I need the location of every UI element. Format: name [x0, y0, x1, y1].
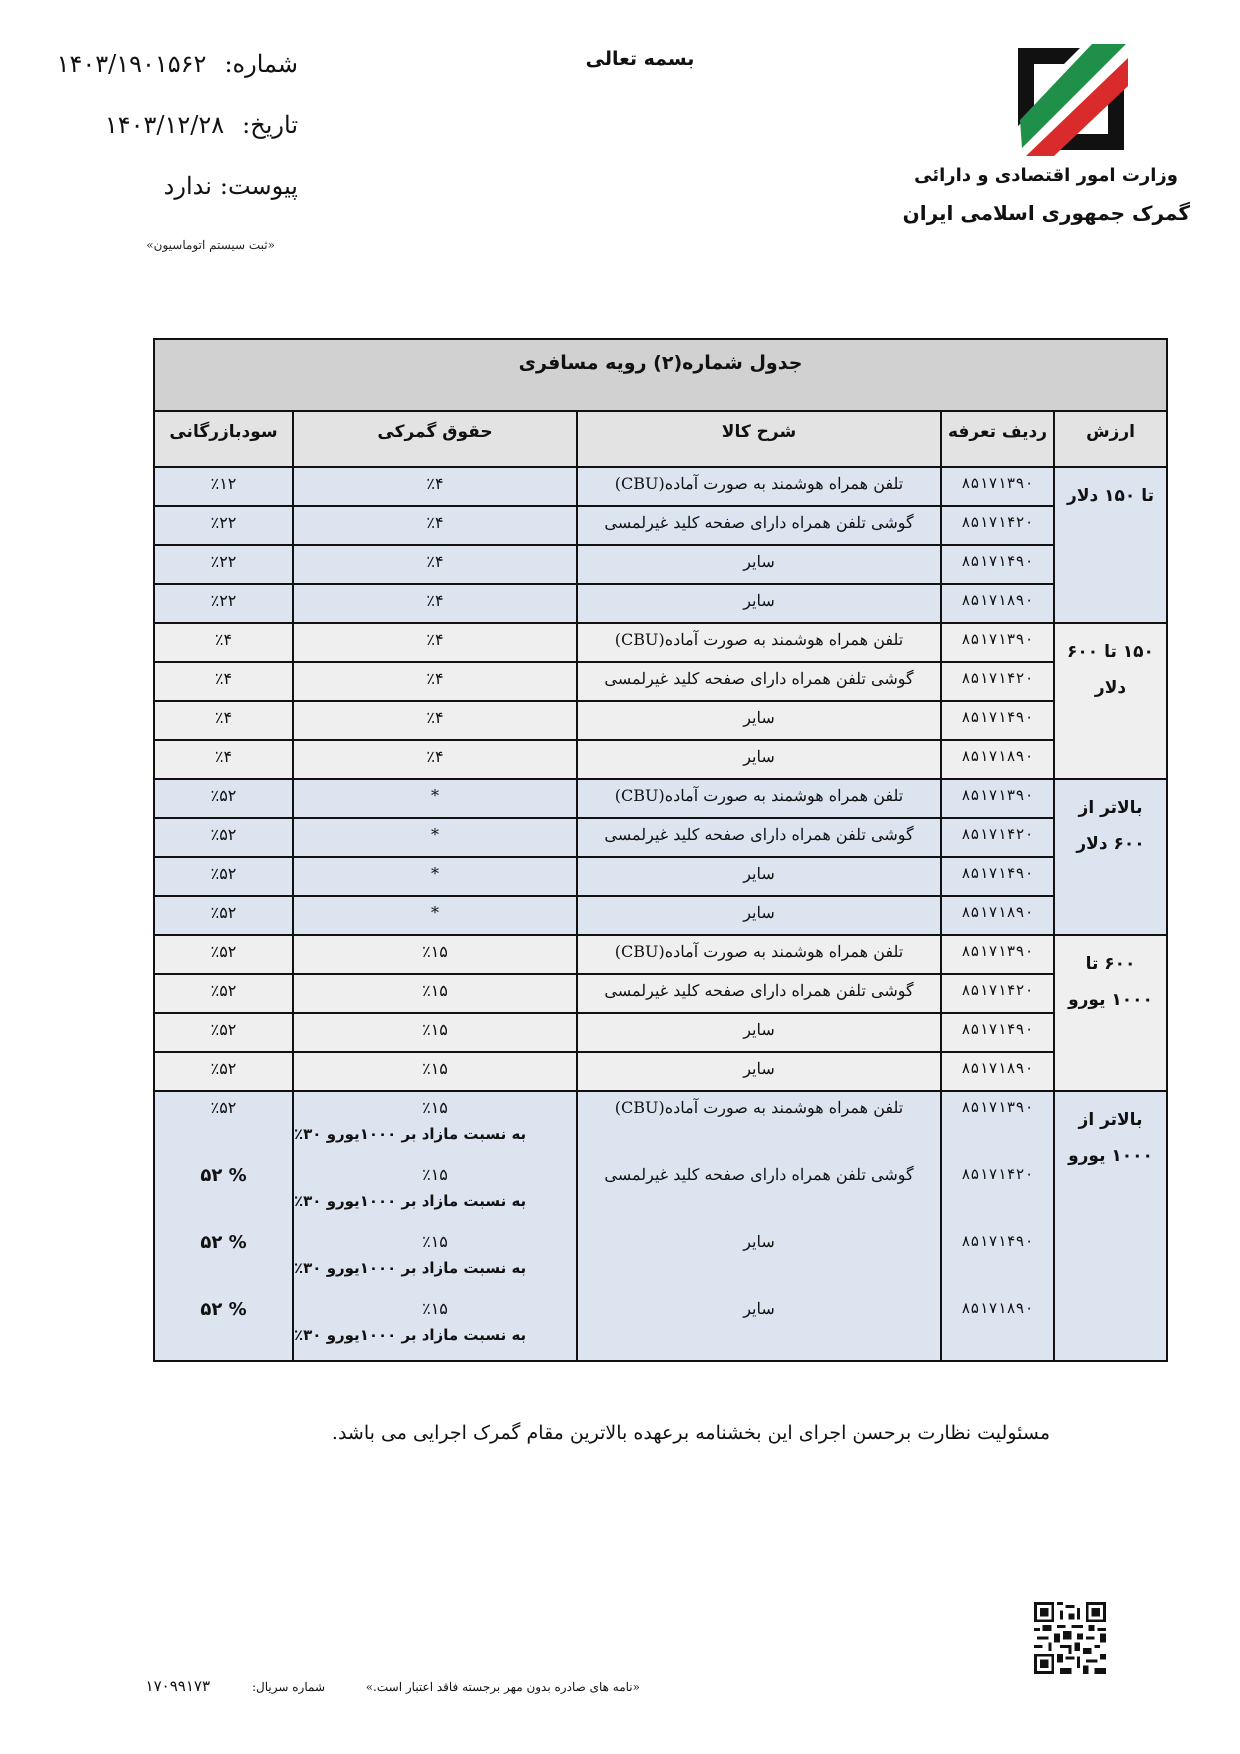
value-group: [155, 780, 1166, 936]
commercial-profit-cell: ٪۲۲: [155, 546, 292, 585]
customs-duty-value: ٪۱۵: [422, 942, 448, 961]
iran-customs-logo-icon: [1010, 40, 1132, 158]
description-cell: تلفن همراه هوشمند به صورت آماده(CBU): [576, 1092, 940, 1159]
customs-duty-cell: [292, 1092, 576, 1159]
passenger-tariff-table: [153, 338, 1168, 1362]
commercial-profit-cell: ٪۵۲: [155, 780, 292, 819]
tariff-code-cell: ۸۵۱۷۱۴۲۰: [940, 1159, 1053, 1226]
letter-number: [57, 50, 298, 78]
header-commercial-profit: سودبازرگانی: [155, 412, 292, 468]
customs-duty-surcharge: به نسبت مازاد بر ۱۰۰۰یورو ۳۰٪: [294, 1192, 527, 1210]
commercial-profit-cell: ٪۵۲: [155, 819, 292, 858]
description-cell: سایر: [576, 1014, 940, 1053]
customs-duty-value: ٪۴: [426, 474, 444, 493]
customs-duty-cell: [292, 1159, 576, 1226]
customs-duty-value: ٪۴: [426, 552, 444, 571]
customs-duty-cell: [292, 858, 576, 897]
tariff-code-cell: ۸۵۱۷۱۴۹۰: [940, 1014, 1053, 1053]
letter-date-value: ۱۴۰۳/۱۲/۲۸: [104, 111, 225, 139]
commercial-profit-cell: ٪۴: [155, 702, 292, 741]
ministry-name: وزارت امور اقتصادی و دارائی: [914, 165, 1178, 186]
customs-duty-value: *: [431, 903, 439, 922]
description-cell: سایر: [576, 1226, 940, 1293]
value-range-cell: ۶۰۰ تا ۱۰۰۰ یورو: [1053, 936, 1166, 1092]
customs-duty-value: ٪۴: [426, 708, 444, 727]
tariff-code-cell: ۸۵۱۷۱۳۹۰: [940, 624, 1053, 663]
customs-duty-cell: [292, 546, 576, 585]
customs-duty-cell: [292, 897, 576, 936]
description-cell: سایر: [576, 1053, 940, 1092]
customs-duty-value: ٪۱۵: [422, 1232, 448, 1251]
customs-duty-cell: [292, 780, 576, 819]
serial-number-value: ۱۷۰۹۹۱۷۳: [145, 1677, 210, 1695]
tariff-code-cell: ۸۵۱۷۱۳۹۰: [940, 468, 1053, 507]
commercial-profit-cell: ٪۵۲: [155, 975, 292, 1014]
header-customs-duty: حقوق گمرکی: [292, 412, 576, 468]
tariff-code-cell: ۸۵۱۷۱۴۲۰: [940, 819, 1053, 858]
customs-duty-value: ٪۱۵: [422, 1165, 448, 1184]
customs-duty-cell: [292, 819, 576, 858]
tariff-code-cell: ۸۵۱۷۱۴۲۰: [940, 663, 1053, 702]
commercial-profit-cell: ٪۴: [155, 624, 292, 663]
description-cell: گوشی تلفن همراه دارای صفحه کلید غیرلمسی: [576, 975, 940, 1014]
commercial-profit-cell: ٪۵۲: [155, 1092, 292, 1159]
description-cell: تلفن همراه هوشمند به صورت آماده(CBU): [576, 624, 940, 663]
value-group: [155, 624, 1166, 780]
tariff-code-cell: ۸۵۱۷۱۳۹۰: [940, 780, 1053, 819]
tariff-code-cell: ۸۵۱۷۱۸۹۰: [940, 1293, 1053, 1360]
description-cell: گوشی تلفن همراه دارای صفحه کلید غیرلمسی: [576, 819, 940, 858]
customs-duty-value: *: [431, 786, 439, 805]
description-cell: گوشی تلفن همراه دارای صفحه کلید غیرلمسی: [576, 663, 940, 702]
header-description: شرح کالا: [576, 412, 940, 468]
tariff-code-cell: ۸۵۱۷۱۴۹۰: [940, 858, 1053, 897]
customs-duty-cell: [292, 1226, 576, 1293]
tariff-code-cell: ۸۵۱۷۱۸۹۰: [940, 741, 1053, 780]
customs-duty-value: ٪۴: [426, 513, 444, 532]
letter-attachment: [164, 172, 298, 200]
customs-duty-value: ٪۱۵: [422, 1098, 448, 1117]
commercial-profit-cell: ٪۴: [155, 741, 292, 780]
tariff-code-cell: ۸۵۱۷۱۴۲۰: [940, 975, 1053, 1014]
tariff-code-cell: ۸۵۱۷۱۴۹۰: [940, 1226, 1053, 1293]
tariff-code-cell: ۸۵۱۷۱۳۹۰: [940, 1092, 1053, 1159]
serial-number-label: شماره سریال:: [252, 1680, 325, 1694]
customs-duty-cell: [292, 975, 576, 1014]
customs-duty-cell: [292, 702, 576, 741]
tariff-code-cell: ۸۵۱۷۱۴۹۰: [940, 702, 1053, 741]
commercial-profit-cell: ٪۱۲: [155, 468, 292, 507]
letter-date: [105, 111, 298, 139]
customs-duty-value: ٪۱۵: [422, 981, 448, 1000]
customs-duty-value: ٪۴: [426, 747, 444, 766]
tariff-code-cell: ۸۵۱۷۱۸۹۰: [940, 1053, 1053, 1092]
tariff-code-cell: ۸۵۱۷۱۸۹۰: [940, 585, 1053, 624]
description-cell: سایر: [576, 741, 940, 780]
value-range-cell: تا ۱۵۰ دلار: [1053, 468, 1166, 624]
commercial-profit-cell: ٪۵۲: [155, 936, 292, 975]
table-body: [155, 468, 1166, 1360]
customs-duty-value: *: [431, 864, 439, 883]
commercial-profit-cell: ٪۲۲: [155, 585, 292, 624]
customs-duty-cell: [292, 585, 576, 624]
tariff-code-cell: ۸۵۱۷۱۴۲۰: [940, 507, 1053, 546]
tariff-code-cell: ۸۵۱۷۱۴۹۰: [940, 546, 1053, 585]
qr-code-icon: [1034, 1602, 1106, 1674]
customs-duty-value: ٪۱۵: [422, 1059, 448, 1078]
commercial-profit-cell: ٪۲۲: [155, 507, 292, 546]
commercial-profit-cell: % ۵۲: [155, 1159, 292, 1226]
letter-attachment-value: ندارد: [163, 172, 212, 200]
customs-duty-surcharge: به نسبت مازاد بر ۱۰۰۰یورو ۳۰٪: [294, 1125, 527, 1143]
customs-duty-cell: [292, 507, 576, 546]
customs-duty-value: *: [431, 825, 439, 844]
customs-duty-value: ٪۴: [426, 591, 444, 610]
customs-duty-surcharge: به نسبت مازاد بر ۱۰۰۰یورو ۳۰٪: [294, 1326, 527, 1344]
customs-duty-value: ٪۱۵: [422, 1020, 448, 1039]
customs-duty-cell: [292, 663, 576, 702]
customs-duty-cell: [292, 1014, 576, 1053]
stamp-validity-note: «نامه های صادره بدون مهر برجسته فاقد اعتبار است.»: [365, 1680, 640, 1694]
description-cell: تلفن همراه هوشمند به صورت آماده(CBU): [576, 936, 940, 975]
description-cell: سایر: [576, 546, 940, 585]
customs-duty-surcharge: به نسبت مازاد بر ۱۰۰۰یورو ۳۰٪: [294, 1259, 527, 1277]
description-cell: سایر: [576, 1293, 940, 1360]
header-value: ارزش: [1053, 412, 1166, 468]
customs-name: گمرک جمهوری اسلامی ایران: [902, 201, 1190, 225]
value-group: [155, 468, 1166, 624]
value-group: [155, 936, 1166, 1092]
table-title: جدول شماره(۲) رویه مسافری: [155, 340, 1166, 412]
description-cell: سایر: [576, 702, 940, 741]
value-group: [155, 1092, 1166, 1360]
value-range-cell: بالاتر از ۶۰۰ دلار: [1053, 780, 1166, 936]
customs-duty-cell: [292, 624, 576, 663]
customs-duty-cell: [292, 468, 576, 507]
description-cell: تلفن همراه هوشمند به صورت آماده(CBU): [576, 468, 940, 507]
customs-duty-cell: [292, 741, 576, 780]
commercial-profit-cell: % ۵۲: [155, 1226, 292, 1293]
customs-duty-cell: [292, 1053, 576, 1092]
description-cell: گوشی تلفن همراه دارای صفحه کلید غیرلمسی: [576, 507, 940, 546]
customs-duty-value: ٪۴: [426, 669, 444, 688]
letter-attachment-label: پیوست:: [219, 172, 298, 200]
customs-duty-cell: [292, 936, 576, 975]
customs-duty-cell: [292, 1293, 576, 1360]
table-header-row: [155, 412, 1166, 468]
description-cell: سایر: [576, 897, 940, 936]
commercial-profit-cell: ٪۵۲: [155, 1053, 292, 1092]
automation-note: «ثبت سیستم اتوماسیون»: [146, 238, 275, 252]
value-range-cell: بالاتر از ۱۰۰۰ یورو: [1053, 1092, 1166, 1360]
letter-number-label: شماره:: [224, 50, 298, 78]
description-cell: سایر: [576, 585, 940, 624]
tariff-code-cell: ۸۵۱۷۱۳۹۰: [940, 936, 1053, 975]
description-cell: تلفن همراه هوشمند به صورت آماده(CBU): [576, 780, 940, 819]
commercial-profit-cell: ٪۵۲: [155, 858, 292, 897]
description-cell: گوشی تلفن همراه دارای صفحه کلید غیرلمسی: [576, 1159, 940, 1226]
description-cell: سایر: [576, 858, 940, 897]
customs-duty-value: ٪۴: [426, 630, 444, 649]
header-tariff: ردیف تعرفه: [940, 412, 1053, 468]
customs-duty-value: ٪۱۵: [422, 1299, 448, 1318]
letter-date-label: تاریخ:: [242, 111, 298, 139]
commercial-profit-cell: ٪۵۲: [155, 1014, 292, 1053]
commercial-profit-cell: ٪۵۲: [155, 897, 292, 936]
responsibility-note: مسئولیت نظارت برحسن اجرای این بخشنامه برعهده بالاترین مقام گمرک اجرایی می باشد.: [331, 1422, 1050, 1444]
commercial-profit-cell: ٪۴: [155, 663, 292, 702]
value-range-cell: ۱۵۰ تا ۶۰۰ دلار: [1053, 624, 1166, 780]
letter-number-value: ۱۴۰۳/۱۹۰۱۵۶۲: [56, 50, 207, 78]
bismillah-heading: بسمه تعالی: [585, 48, 695, 70]
tariff-code-cell: ۸۵۱۷۱۸۹۰: [940, 897, 1053, 936]
commercial-profit-cell: % ۵۲: [155, 1293, 292, 1360]
